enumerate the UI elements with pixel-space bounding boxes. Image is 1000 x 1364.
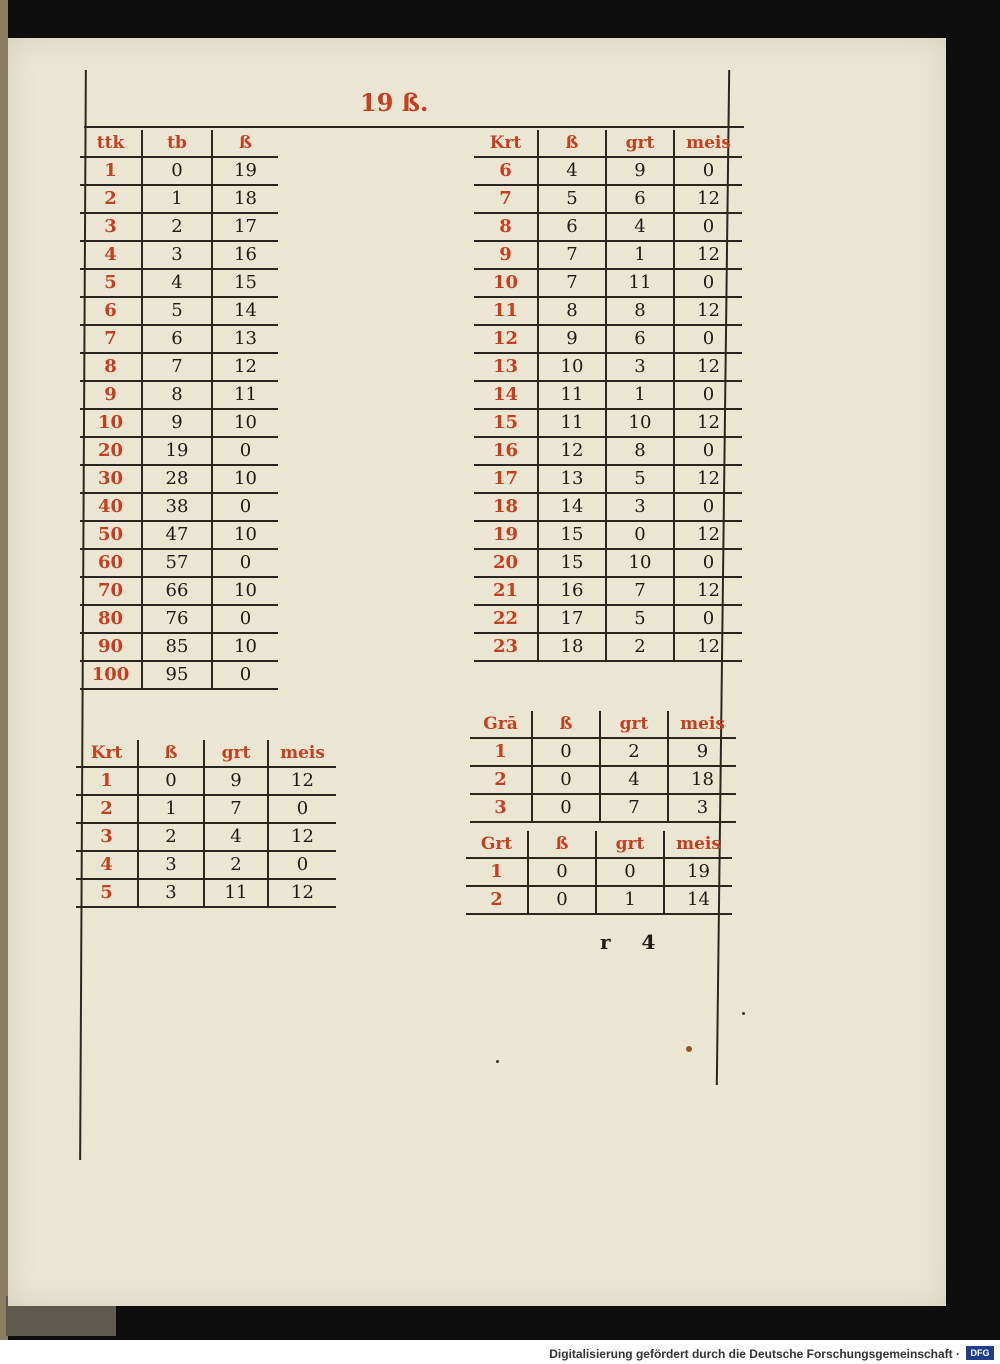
row-index-cell: 3: [470, 794, 532, 822]
value-cell: 15: [212, 269, 278, 297]
row-index-cell: 6: [80, 297, 142, 325]
table-row: [474, 521, 742, 549]
value-cell: 0: [268, 795, 336, 823]
table-row: [474, 577, 742, 605]
row-index-cell: 6: [474, 157, 538, 185]
value-cell: 0: [532, 738, 600, 766]
table-header-row: [474, 130, 742, 157]
row-index-cell: 9: [474, 241, 538, 269]
table-header-row: [466, 831, 732, 858]
table-row: [80, 465, 278, 493]
table-row: [80, 325, 278, 353]
value-cell: 6: [606, 185, 674, 213]
table-row: [470, 738, 736, 766]
value-cell: 9: [142, 409, 212, 437]
value-cell: 14: [664, 886, 732, 914]
row-index-cell: 4: [80, 241, 142, 269]
dfg-logo: DFG: [966, 1346, 994, 1360]
column-header: grt: [606, 130, 674, 157]
value-cell: 2: [606, 633, 674, 661]
value-cell: 9: [204, 767, 268, 795]
table-row: [474, 549, 742, 577]
value-cell: 7: [538, 241, 606, 269]
row-index-cell: 2: [76, 795, 138, 823]
value-cell: 0: [212, 605, 278, 633]
table-row: [80, 409, 278, 437]
value-cell: 4: [606, 213, 674, 241]
table-row: [80, 353, 278, 381]
value-cell: 5: [538, 185, 606, 213]
value-cell: 10: [212, 577, 278, 605]
table-row: [80, 577, 278, 605]
value-cell: 0: [674, 157, 742, 185]
value-cell: 0: [142, 157, 212, 185]
row-index-cell: 3: [80, 213, 142, 241]
value-cell: 16: [538, 577, 606, 605]
row-index-cell: 1: [466, 858, 528, 886]
paper-speck: [496, 1060, 499, 1063]
table-krt-left: [76, 740, 336, 908]
value-cell: 47: [142, 521, 212, 549]
row-index-cell: 40: [80, 493, 142, 521]
table-row: [76, 767, 336, 795]
table-krt-right: [474, 130, 742, 662]
column-header: tb: [142, 130, 212, 157]
value-cell: 9: [668, 738, 736, 766]
value-cell: 14: [538, 493, 606, 521]
row-index-cell: 1: [76, 767, 138, 795]
value-cell: 1: [606, 241, 674, 269]
value-cell: 12: [674, 577, 742, 605]
column-header: ß: [538, 130, 606, 157]
value-cell: 66: [142, 577, 212, 605]
book-spine-edge: [0, 0, 8, 1340]
table-row: [474, 381, 742, 409]
table-row: [80, 605, 278, 633]
value-cell: 13: [212, 325, 278, 353]
value-cell: 0: [674, 549, 742, 577]
table-row: [474, 409, 742, 437]
column-header: grt: [600, 711, 668, 738]
value-cell: 7: [204, 795, 268, 823]
value-cell: 13: [538, 465, 606, 493]
table-row: [80, 633, 278, 661]
table-gra: [470, 711, 736, 823]
value-cell: 2: [142, 213, 212, 241]
row-index-cell: 8: [474, 213, 538, 241]
row-index-cell: 9: [80, 381, 142, 409]
table-row: [80, 437, 278, 465]
value-cell: 2: [204, 851, 268, 879]
column-header: Grt: [466, 831, 528, 858]
footer-credit: Digitalisierung gefördert durch die Deutsche Forschungsgemeinschaft ·: [549, 1347, 960, 1361]
value-cell: 12: [268, 823, 336, 851]
row-index-cell: 8: [80, 353, 142, 381]
table-row: [474, 605, 742, 633]
value-cell: 12: [674, 241, 742, 269]
value-cell: 0: [596, 858, 664, 886]
value-cell: 1: [138, 795, 204, 823]
value-cell: 3: [606, 353, 674, 381]
value-cell: 12: [674, 185, 742, 213]
table-row: [80, 381, 278, 409]
row-index-cell: 30: [80, 465, 142, 493]
value-cell: 76: [142, 605, 212, 633]
table-row: [474, 493, 742, 521]
table-row: [474, 633, 742, 661]
value-cell: 3: [138, 851, 204, 879]
value-cell: 12: [538, 437, 606, 465]
row-index-cell: 17: [474, 465, 538, 493]
value-cell: 6: [142, 325, 212, 353]
value-cell: 7: [142, 353, 212, 381]
value-cell: 1: [606, 381, 674, 409]
table-row: [474, 465, 742, 493]
paper-speck: [742, 1012, 745, 1015]
value-cell: 0: [674, 493, 742, 521]
column-header: ß: [138, 740, 204, 767]
column-header: grt: [204, 740, 268, 767]
value-cell: 3: [138, 879, 204, 907]
row-index-cell: 50: [80, 521, 142, 549]
row-index-cell: 2: [466, 886, 528, 914]
value-cell: 0: [674, 325, 742, 353]
value-cell: 16: [212, 241, 278, 269]
value-cell: 2: [600, 738, 668, 766]
column-header: Grā: [470, 711, 532, 738]
value-cell: 8: [606, 297, 674, 325]
value-cell: 12: [674, 633, 742, 661]
value-cell: 3: [606, 493, 674, 521]
value-cell: 10: [606, 409, 674, 437]
value-cell: 7: [606, 577, 674, 605]
value-cell: 6: [606, 325, 674, 353]
column-header: ß: [532, 711, 600, 738]
table-row: [80, 185, 278, 213]
table-row: [76, 795, 336, 823]
value-cell: 19: [664, 858, 732, 886]
table-row: [470, 794, 736, 822]
table-row: [474, 325, 742, 353]
value-cell: 14: [212, 297, 278, 325]
value-cell: 11: [538, 409, 606, 437]
value-cell: 0: [532, 766, 600, 794]
value-cell: 9: [538, 325, 606, 353]
table-row: [474, 241, 742, 269]
column-header: meis: [664, 831, 732, 858]
table-row: [474, 269, 742, 297]
row-index-cell: 13: [474, 353, 538, 381]
row-index-cell: 2: [470, 766, 532, 794]
table-row: [80, 269, 278, 297]
row-index-cell: 10: [80, 409, 142, 437]
value-cell: 0: [674, 605, 742, 633]
value-cell: 12: [268, 879, 336, 907]
row-index-cell: 21: [474, 577, 538, 605]
value-cell: 10: [538, 353, 606, 381]
value-cell: 10: [212, 521, 278, 549]
table-row: [80, 157, 278, 185]
value-cell: 0: [268, 851, 336, 879]
value-cell: 10: [212, 633, 278, 661]
table-row: [474, 213, 742, 241]
value-cell: 4: [538, 157, 606, 185]
value-cell: 10: [606, 549, 674, 577]
table-row: [76, 823, 336, 851]
table-header-row: [80, 130, 278, 157]
table-row: [466, 886, 732, 914]
value-cell: 38: [142, 493, 212, 521]
row-index-cell: 14: [474, 381, 538, 409]
value-cell: 0: [606, 521, 674, 549]
value-cell: 1: [142, 185, 212, 213]
value-cell: 8: [606, 437, 674, 465]
value-cell: 3: [142, 241, 212, 269]
table-row: [80, 241, 278, 269]
table-row: [80, 661, 278, 689]
table-row: [470, 766, 736, 794]
value-cell: 0: [674, 213, 742, 241]
value-cell: 95: [142, 661, 212, 689]
value-cell: 5: [142, 297, 212, 325]
value-cell: 57: [142, 549, 212, 577]
value-cell: 15: [538, 549, 606, 577]
value-cell: 4: [600, 766, 668, 794]
value-cell: 28: [142, 465, 212, 493]
value-cell: 10: [212, 409, 278, 437]
table-currency-tb: [80, 130, 278, 690]
row-index-cell: 7: [474, 185, 538, 213]
value-cell: 0: [674, 381, 742, 409]
digitization-footer: [0, 1342, 1000, 1364]
column-header: ttk: [80, 130, 142, 157]
value-cell: 12: [268, 767, 336, 795]
folio-signature: r 4: [600, 930, 668, 954]
table-row: [76, 851, 336, 879]
value-cell: 85: [142, 633, 212, 661]
row-index-cell: 16: [474, 437, 538, 465]
value-cell: 0: [532, 794, 600, 822]
table-row: [474, 353, 742, 381]
value-cell: 18: [538, 633, 606, 661]
value-cell: 7: [600, 794, 668, 822]
value-cell: 5: [606, 465, 674, 493]
value-cell: 11: [538, 381, 606, 409]
value-cell: 0: [528, 886, 596, 914]
value-cell: 12: [674, 521, 742, 549]
row-index-cell: 19: [474, 521, 538, 549]
column-header: Krt: [474, 130, 538, 157]
row-index-cell: 12: [474, 325, 538, 353]
paper-speck: [686, 1046, 692, 1052]
value-cell: 11: [204, 879, 268, 907]
column-header: meis: [668, 711, 736, 738]
column-header: ß: [212, 130, 278, 157]
row-index-cell: 20: [80, 437, 142, 465]
table-grt: [466, 831, 732, 915]
table-header-row: [76, 740, 336, 767]
value-cell: 19: [212, 157, 278, 185]
value-cell: 5: [606, 605, 674, 633]
row-index-cell: 60: [80, 549, 142, 577]
value-cell: 12: [674, 409, 742, 437]
row-index-cell: 5: [76, 879, 138, 907]
value-cell: 12: [674, 297, 742, 325]
table-row: [474, 157, 742, 185]
row-index-cell: 1: [80, 157, 142, 185]
column-header: Krt: [76, 740, 138, 767]
row-index-cell: 1: [470, 738, 532, 766]
column-header: ß: [528, 831, 596, 858]
value-cell: 3: [668, 794, 736, 822]
column-header: meis: [674, 130, 742, 157]
table-header-row: [470, 711, 736, 738]
value-cell: 11: [606, 269, 674, 297]
row-index-cell: 2: [80, 185, 142, 213]
value-cell: 11: [212, 381, 278, 409]
value-cell: 4: [204, 823, 268, 851]
row-index-cell: 80: [80, 605, 142, 633]
value-cell: 0: [674, 269, 742, 297]
value-cell: 2: [138, 823, 204, 851]
row-index-cell: 90: [80, 633, 142, 661]
row-index-cell: 4: [76, 851, 138, 879]
value-cell: 15: [538, 521, 606, 549]
row-index-cell: 15: [474, 409, 538, 437]
row-index-cell: 100: [80, 661, 142, 689]
value-cell: 9: [606, 157, 674, 185]
row-index-cell: 70: [80, 577, 142, 605]
value-cell: 12: [674, 465, 742, 493]
value-cell: 1: [596, 886, 664, 914]
value-cell: 19: [142, 437, 212, 465]
value-cell: 0: [674, 437, 742, 465]
value-cell: 0: [212, 661, 278, 689]
table-row: [474, 185, 742, 213]
column-header: grt: [596, 831, 664, 858]
row-index-cell: 23: [474, 633, 538, 661]
row-index-cell: 11: [474, 297, 538, 325]
row-index-cell: 3: [76, 823, 138, 851]
table-row: [80, 549, 278, 577]
value-cell: 0: [212, 493, 278, 521]
row-index-cell: 20: [474, 549, 538, 577]
value-cell: 0: [212, 549, 278, 577]
value-cell: 18: [668, 766, 736, 794]
header-rule: [84, 126, 744, 128]
table-row: [474, 297, 742, 325]
value-cell: 8: [142, 381, 212, 409]
row-index-cell: 5: [80, 269, 142, 297]
table-row: [76, 879, 336, 907]
row-index-cell: 7: [80, 325, 142, 353]
table-row: [80, 297, 278, 325]
value-cell: 0: [528, 858, 596, 886]
value-cell: 8: [538, 297, 606, 325]
column-header: meis: [268, 740, 336, 767]
row-index-cell: 22: [474, 605, 538, 633]
row-index-cell: 10: [474, 269, 538, 297]
value-cell: 7: [538, 269, 606, 297]
value-cell: 6: [538, 213, 606, 241]
page-header: 19 ß.: [360, 88, 429, 117]
value-cell: 4: [142, 269, 212, 297]
value-cell: 12: [674, 353, 742, 381]
table-row: [80, 521, 278, 549]
value-cell: 18: [212, 185, 278, 213]
value-cell: 0: [212, 437, 278, 465]
table-row: [80, 493, 278, 521]
table-row: [466, 858, 732, 886]
value-cell: 10: [212, 465, 278, 493]
value-cell: 17: [538, 605, 606, 633]
value-cell: 0: [138, 767, 204, 795]
table-row: [80, 213, 278, 241]
table-row: [474, 437, 742, 465]
value-cell: 17: [212, 213, 278, 241]
row-index-cell: 18: [474, 493, 538, 521]
value-cell: 12: [212, 353, 278, 381]
